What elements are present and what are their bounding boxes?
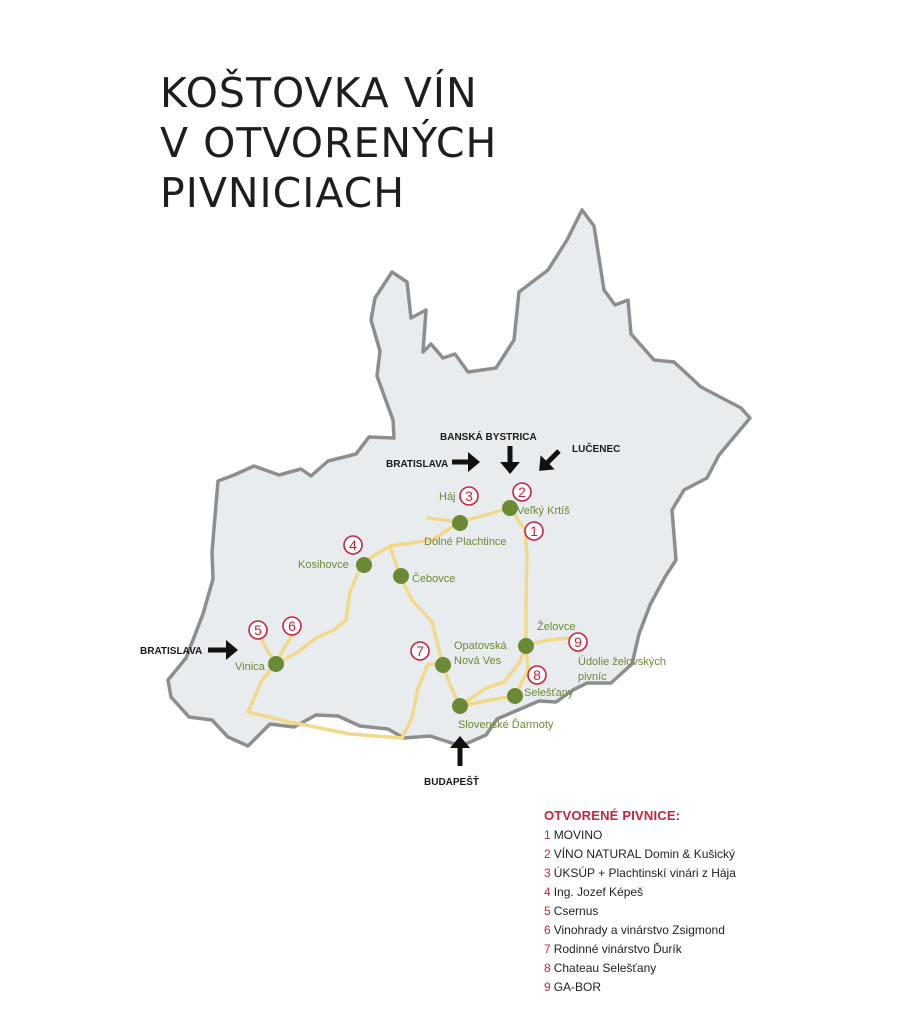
town-dot-velky-krtis bbox=[502, 500, 518, 516]
legend-item bbox=[544, 902, 736, 921]
legend-item-name: GA-BOR bbox=[553, 980, 602, 994]
legend-item bbox=[544, 845, 736, 864]
town-label-udolie-1: Údolie želovských bbox=[578, 656, 667, 668]
legend-item-name: Vinohrady a vinárstvo Zsigmond bbox=[553, 923, 725, 937]
legend-item bbox=[544, 959, 736, 978]
town-label-selestany: Selešťany bbox=[524, 687, 574, 699]
legend-item-number: 6 bbox=[544, 923, 551, 937]
legend-item-name: MOVINO bbox=[553, 828, 603, 842]
legend-item bbox=[544, 883, 736, 902]
legend-item-name: Rodinné vinárstvo Ďurík bbox=[553, 942, 682, 956]
town-dot-zelovce bbox=[518, 638, 534, 654]
town-dot-opatovska bbox=[435, 657, 451, 673]
title-line-3: PIVNICIACH bbox=[160, 169, 406, 217]
legend-item-number: 8 bbox=[544, 961, 551, 975]
marker-number-7: 7 bbox=[416, 643, 424, 659]
direction-label-bratislava-west: BRATISLAVA bbox=[140, 646, 203, 657]
town-label-udolie-2: pivníc bbox=[578, 671, 607, 683]
legend-item-name: Ing. Jozef Képeš bbox=[553, 885, 644, 899]
town-dot-selestany bbox=[507, 688, 523, 704]
legend-item bbox=[544, 826, 736, 845]
legend-item bbox=[544, 921, 736, 940]
legend-item-name: Csernus bbox=[553, 904, 599, 918]
marker-number-2: 2 bbox=[518, 484, 526, 500]
town-label-haj: Háj bbox=[439, 491, 456, 503]
marker-number-3: 3 bbox=[465, 488, 473, 504]
town-label-cebovce: Čebovce bbox=[412, 573, 456, 585]
legend-item bbox=[544, 978, 736, 997]
legend-item-number: 7 bbox=[544, 942, 551, 956]
legend-item bbox=[544, 940, 736, 959]
town-dot-cebovce bbox=[393, 568, 409, 584]
legend-item-number: 5 bbox=[544, 904, 551, 918]
legend-title: OTVORENÉ PIVNICE: bbox=[544, 808, 681, 823]
legend-item-number: 9 bbox=[544, 980, 551, 994]
legend-item-number: 4 bbox=[544, 885, 551, 899]
marker-number-6: 6 bbox=[288, 618, 296, 634]
marker-number-1: 1 bbox=[530, 523, 538, 539]
town-label-opatovska-2: Nová Ves bbox=[454, 655, 502, 667]
town-label-opatovska-1: Opatovská bbox=[454, 640, 507, 652]
direction-label-budapest: BUDAPEŠŤ bbox=[424, 777, 480, 788]
town-label-dolne-plachtince: Dolné Plachtince bbox=[424, 536, 507, 548]
town-label-vinica: Vinica bbox=[235, 661, 265, 673]
marker-number-4: 4 bbox=[349, 537, 357, 553]
title-line-1: KOŠTOVKA VÍN bbox=[160, 69, 478, 117]
legend-item-number: 3 bbox=[544, 866, 551, 880]
legend-item-number: 2 bbox=[544, 847, 551, 861]
town-label-kosihovce: Kosihovce bbox=[298, 559, 349, 571]
legend-item-name: Chateau Selešťany bbox=[553, 961, 657, 975]
cellar-legend bbox=[544, 808, 736, 997]
legend-item-number: 1 bbox=[544, 828, 551, 842]
title-line-2: V OTVORENÝCH bbox=[160, 119, 498, 167]
town-dot-dolne-plachtince bbox=[452, 515, 468, 531]
town-dot-kosihovce bbox=[356, 557, 372, 573]
marker-number-5: 5 bbox=[254, 622, 262, 638]
marker-number-9: 9 bbox=[574, 634, 582, 650]
town-label-slovenske-darmoty: Slovenské Ďarmoty bbox=[458, 719, 554, 731]
town-label-velky-krtis: Veľký Krtíš bbox=[517, 505, 570, 517]
town-dot-slovenske-darmoty bbox=[452, 698, 468, 714]
marker-number-8: 8 bbox=[533, 667, 541, 683]
direction-label-banska-bystrica: BANSKÁ BYSTRICA bbox=[440, 432, 537, 443]
legend-item bbox=[544, 864, 736, 883]
direction-label-bratislava-top: BRATISLAVA bbox=[386, 459, 449, 470]
direction-label-lucenec: LUČENEC bbox=[572, 444, 621, 455]
town-dot-vinica bbox=[268, 656, 284, 672]
town-label-zelovce: Želovce bbox=[537, 621, 576, 633]
legend-item-name: VÍNO NATURAL Domin & Kušický bbox=[553, 847, 736, 861]
legend-item-name: ÚKSÚP + Plachtinskí vinári z Hája bbox=[553, 866, 736, 880]
